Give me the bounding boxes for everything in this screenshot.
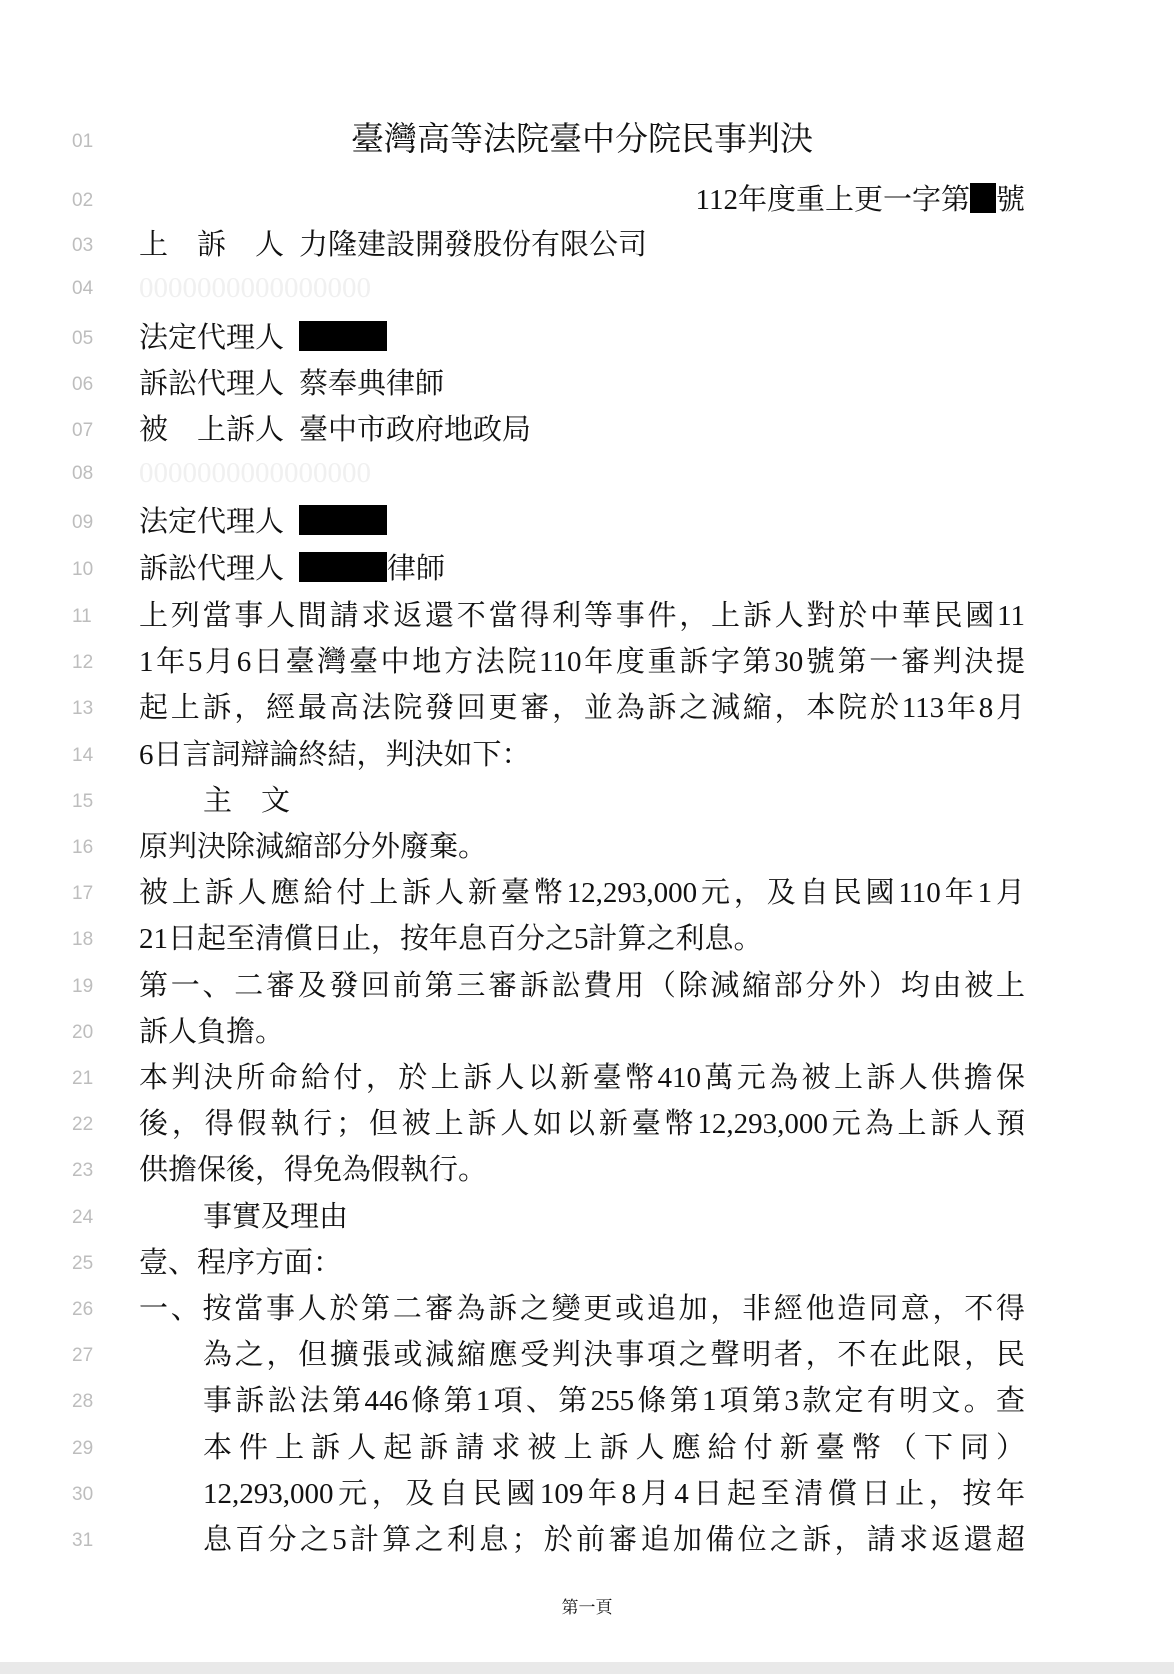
body-line: 21日起至清償日止，按年息百分之5計算之利息。 <box>139 923 763 956</box>
line-number: 10 <box>72 559 94 580</box>
party-legal-rep <box>139 504 1025 540</box>
line-number: 26 <box>72 1299 94 1320</box>
party-role: 被 上訴人 <box>139 414 285 446</box>
line-number: 08 <box>72 463 94 484</box>
line-number: 03 <box>72 235 94 256</box>
party-appellee <box>139 412 1025 448</box>
line-number: 14 <box>72 744 94 766</box>
party-role: 法定代理人 <box>139 322 285 354</box>
line-number: 27 <box>72 1345 94 1367</box>
body-line: 本件上訴人起訴請求被上訴人應給付新臺幣（下同） <box>203 1431 1025 1464</box>
party-name: 臺中市政府地政局 <box>299 414 532 446</box>
line-number: 06 <box>72 374 94 395</box>
case-number <box>139 182 1025 218</box>
line-number: 29 <box>72 1437 94 1459</box>
line-number: 16 <box>72 837 94 858</box>
line-number: 19 <box>72 975 94 997</box>
party-name: 律師 <box>387 553 446 585</box>
body-line: 為之，但擴張或減縮應受判決事項之聲明者，不在此限，民 <box>203 1339 1025 1372</box>
body-line: 主 文 <box>203 784 291 817</box>
party-role: 訴訟代理人 <box>139 553 285 585</box>
line-number: 22 <box>72 1114 94 1136</box>
body-line: 原判決除減縮部分外廢棄。 <box>139 831 488 863</box>
line-number: 05 <box>72 328 94 349</box>
line-number: 31 <box>72 1530 94 1551</box>
body-line: 1年5月6日臺灣臺中地方法院110年度重訴字第30號第一審判決提 <box>139 646 1025 679</box>
line-number: 18 <box>72 929 94 951</box>
party-legal-rep <box>139 320 1025 356</box>
party-role: 上 訴 人 <box>139 229 285 261</box>
party-placeholder: 0000000000000000 <box>139 272 371 304</box>
line-number: 01 <box>72 131 94 152</box>
body-line: 息百分之5計算之利息；於前審追加備位之訴，請求返還超 <box>203 1524 1025 1556</box>
body-line: 訴人負擔。 <box>139 1015 285 1048</box>
line-number: 20 <box>72 1021 94 1043</box>
party-appellant <box>139 227 1025 263</box>
body-line: 被上訴人應給付上訴人新臺幣12,293,000元，及自民國110年1月 <box>139 877 1025 910</box>
line-number: 09 <box>72 512 94 533</box>
case-number-suffix: 號 <box>995 184 1025 216</box>
party-litigation-rep <box>139 551 1025 587</box>
body-line: 事實及理由 <box>203 1200 349 1233</box>
party-name: 力隆建設開發股份有限公司 <box>299 229 648 261</box>
line-number: 23 <box>72 1160 94 1182</box>
body-line: 第一、二審及發回前第三審訴訟費用（除減縮部分外）均由被上 <box>139 969 1025 1002</box>
body-line: 上列當事人間請求返還不當得利等事件，上訴人對於中華民國11 <box>139 600 1025 632</box>
line-number: 15 <box>72 790 94 812</box>
body-line: 供擔保後，得免為假執行。 <box>139 1154 488 1187</box>
redaction-box <box>299 552 387 582</box>
party-placeholder: 0000000000000000 <box>139 457 371 489</box>
line-number: 13 <box>72 698 94 720</box>
body-line: 12,293,000元，及自民國109年8月4日起至清償日止，按年 <box>203 1477 1025 1510</box>
body-line: 起上訴，經最高法院發回更審，並為訴之減縮，本院於113年8月 <box>139 692 1025 725</box>
page-footer: 第一頁 <box>561 1598 613 1617</box>
redaction-box <box>299 321 387 351</box>
party-role: 訴訟代理人 <box>139 368 285 400</box>
body-line: 本判決所命給付，於上訴人以新臺幣410萬元為被上訴人供擔保 <box>139 1062 1025 1094</box>
body-line: 壹、程序方面： <box>139 1246 343 1279</box>
party-role: 法定代理人 <box>139 506 285 538</box>
body-line: 一、按當事人於第二審為訴之變更或追加，非經他造同意，不得 <box>139 1293 1025 1325</box>
line-number: 11 <box>72 606 92 627</box>
line-number: 17 <box>72 883 94 905</box>
redaction-box <box>299 505 387 535</box>
line-number: 12 <box>72 652 94 674</box>
line-number: 24 <box>72 1206 94 1228</box>
body-line: 事訴訟法第446條第1項、第255條第1項第3款定有明文。查 <box>203 1385 1025 1418</box>
line-number: 04 <box>72 278 94 299</box>
party-name: 蔡奉典律師 <box>299 368 445 400</box>
document-title: 臺灣高等法院臺中分院民事判決 <box>351 122 813 158</box>
line-number: 25 <box>72 1252 94 1274</box>
line-number: 07 <box>72 420 94 441</box>
line-number: 30 <box>72 1483 94 1505</box>
line-number: 28 <box>72 1391 94 1413</box>
case-number-text: 112年度重上更一字第 <box>695 184 970 216</box>
body-line: 後，得假執行；但被上訴人如以新臺幣12,293,000元為上訴人預 <box>139 1108 1025 1141</box>
party-litigation-rep <box>139 366 1025 402</box>
body-line: 6日言詞辯論終結，判決如下： <box>139 738 531 771</box>
line-number: 02 <box>72 190 94 211</box>
line-number: 21 <box>72 1068 94 1089</box>
redaction-box <box>970 183 996 213</box>
